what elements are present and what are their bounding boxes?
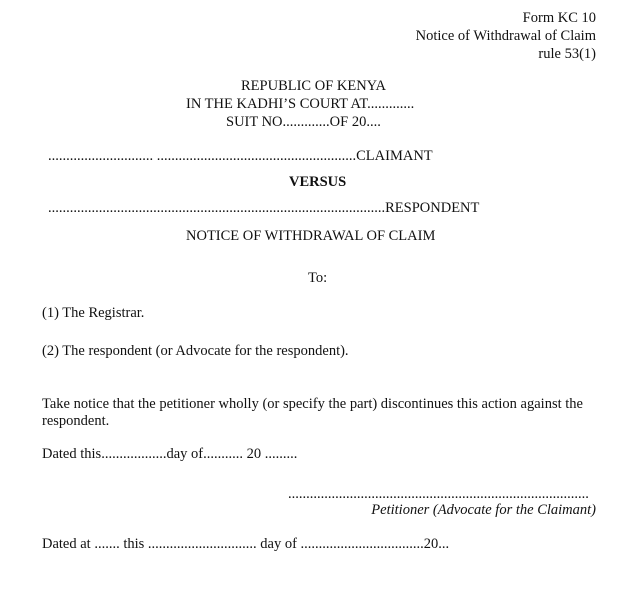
- suit-number: SUIT NO.............OF 20....: [226, 114, 381, 130]
- respondent-line: .............................................................................................RESPONDENT: [48, 200, 480, 216]
- to-label: To:: [308, 270, 328, 286]
- addressee-respondent: (2) The respondent (or Advocate for the respondent).: [42, 343, 349, 359]
- form-id: Form KC 10: [522, 10, 596, 26]
- notice-heading: NOTICE OF WITHDRAWAL OF CLAIM: [186, 228, 436, 244]
- notice-body: Take notice that the petitioner wholly (or specify the part) discontinues this action against the respondent.: [42, 396, 583, 430]
- form-rule: rule 53(1): [538, 46, 596, 62]
- dated-line-2: Dated at ....... this .............................. day of ..................................20...: [42, 536, 450, 552]
- form-title: Notice of Withdrawal of Claim: [415, 28, 596, 44]
- versus-label: VERSUS: [289, 174, 347, 190]
- republic-heading: REPUBLIC OF KENYA: [241, 78, 387, 94]
- signature-line: ...................................................................................: [288, 486, 589, 502]
- dated-line-1: Dated this..................day of........... 20 .........: [42, 446, 298, 462]
- signature-caption: Petitioner (Advocate for the Claimant): [371, 502, 596, 518]
- claimant-line: ............................. .......................................................CLAIMANT: [48, 148, 433, 164]
- addressee-registrar: (1) The Registrar.: [42, 305, 145, 321]
- court-heading: IN THE KADHI’S COURT AT.............: [186, 96, 415, 112]
